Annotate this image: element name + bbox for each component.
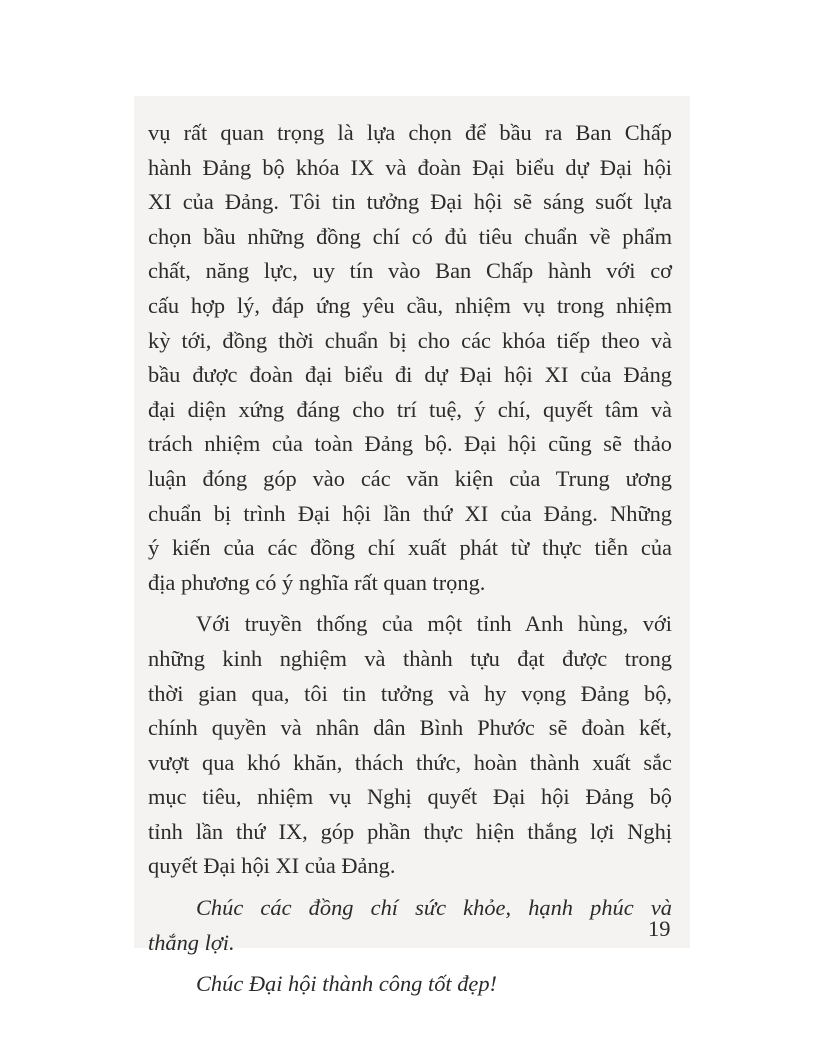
text-line: XI của Đảng. Tôi tin tưởng Đại hội sẽ sáng suốt lựa xyxy=(148,189,672,215)
paragraph-2 xyxy=(148,607,672,884)
text-line: chọn bầu những đồng chí có đủ tiêu chuẩn về phẩm xyxy=(148,223,672,249)
text-line: chính quyền và nhân dân Bình Phước sẽ đoàn kết, xyxy=(148,715,672,741)
text-line: chuẩn bị trình Đại hội lần thứ XI của Đảng. Những xyxy=(148,500,672,526)
text-line: hành Đảng bộ khóa IX và đoàn Đại biểu dự Đại hội xyxy=(148,154,672,180)
text-line: luận đóng góp vào các văn kiện của Trung ương xyxy=(148,465,672,491)
page-number: 19 xyxy=(648,916,671,941)
text-line: bầu được đoàn đại biểu đi dự Đại hội XI của Đảng xyxy=(148,362,672,388)
text-line: quyết Đại hội XI của Đảng. xyxy=(148,853,396,879)
text-line: thắng lợi. xyxy=(148,929,235,955)
text-line: cấu hợp lý, đáp ứng yêu cầu, nhiệm vụ trong nhiệm xyxy=(148,292,672,318)
page-body xyxy=(148,116,672,1002)
text-line: vượt qua khó khăn, thách thức, hoàn thành xuất sắc xyxy=(148,749,672,775)
text-line: ý kiến của các đồng chí xuất phát từ thực tiễn của xyxy=(148,535,672,561)
text-line: đại diện xứng đáng cho trí tuệ, ý chí, quyết tâm và xyxy=(148,396,672,422)
text-line: thời gian qua, tôi tin tưởng và hy vọng Đảng bộ, xyxy=(148,680,672,706)
text-line: Chúc các đồng chí sức khỏe, hạnh phúc và xyxy=(196,895,672,921)
text-line: tỉnh lần thứ IX, góp phần thực hiện thắng lợi Nghị xyxy=(148,818,672,844)
text-line: trách nhiệm của toàn Đảng bộ. Đại hội cũng sẽ thảo xyxy=(148,431,672,457)
text-line: những kinh nghiệm và thành tựu đạt được trong xyxy=(148,645,672,671)
text-line: địa phương có ý nghĩa rất quan trọng. xyxy=(148,569,486,595)
paragraph-1 xyxy=(148,116,672,600)
closing-wish-1 xyxy=(148,891,672,960)
text-line: Chúc Đại hội thành công tốt đẹp! xyxy=(196,971,497,997)
text-line: kỳ tới, đồng thời chuẩn bị cho các khóa tiếp theo và xyxy=(148,327,672,353)
text-line: vụ rất quan trọng là lựa chọn để bầu ra Ban Chấp xyxy=(148,120,672,145)
text-line: chất, năng lực, uy tín vào Ban Chấp hành với cơ xyxy=(148,258,672,284)
closing-wish-2 xyxy=(148,967,672,1002)
text-line: Với truyền thống của một tỉnh Anh hùng, với xyxy=(196,611,672,637)
text-line: mục tiêu, nhiệm vụ Nghị quyết Đại hội Đảng bộ xyxy=(148,784,672,810)
